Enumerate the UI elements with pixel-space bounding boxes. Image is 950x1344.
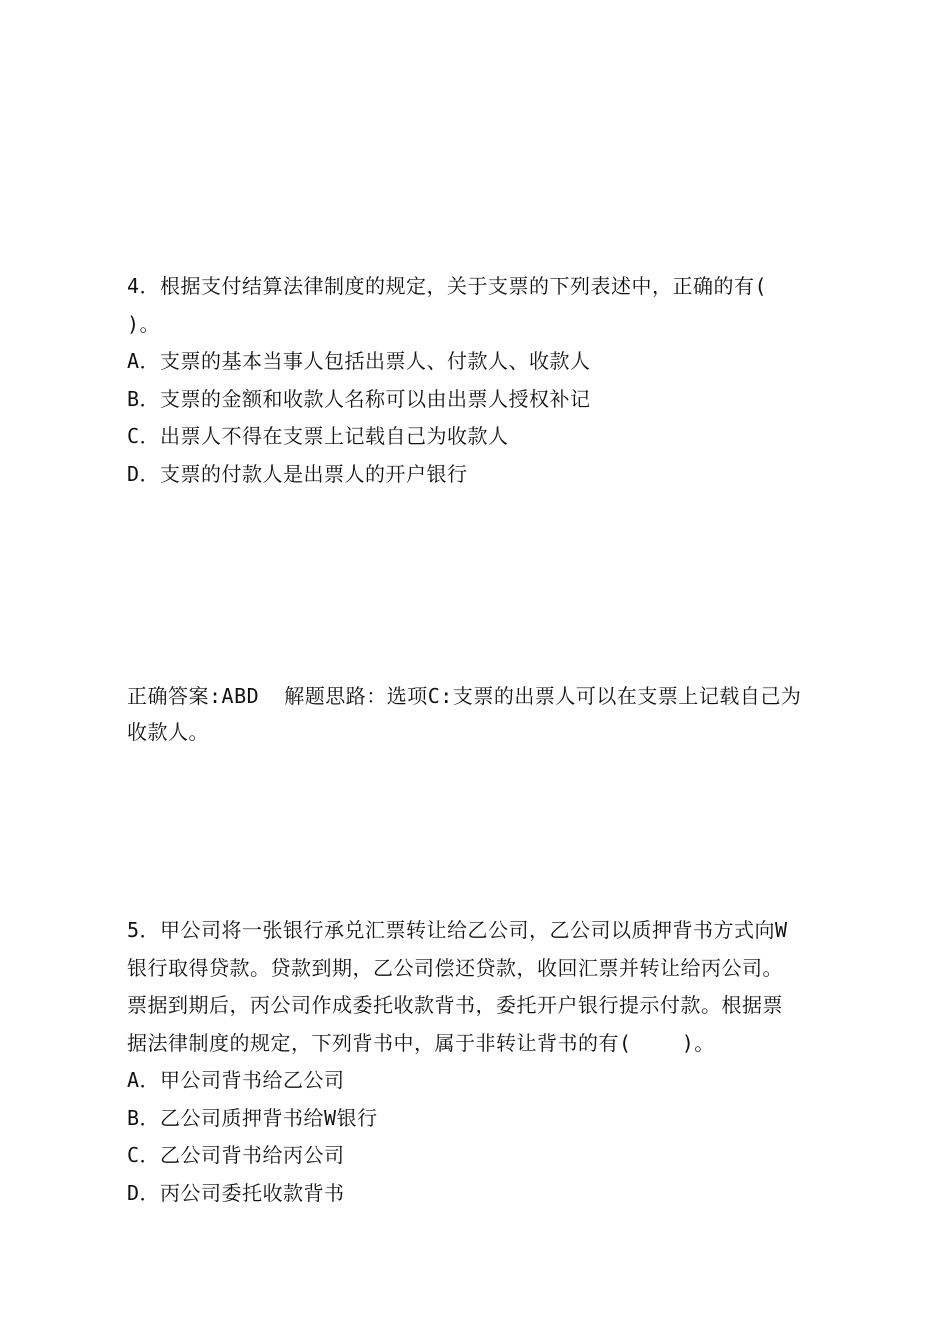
question-4-option-b: B．支票的金额和收款人名称可以由出票人授权补记 [127,386,591,411]
question-4-stem-line-1: 4．根据支付结算法律制度的规定，关于支票的下列表述中，正确的有( [127,274,768,298]
question-4-stem-line-2: )。 [127,311,161,336]
question-4-option-d: D．支票的付款人是出票人的开户银行 [127,461,468,486]
question-5-stem-line-2: 银行取得贷款。贷款到期，乙公司偿还贷款，收回汇票并转让给丙公司。 [127,955,783,980]
question-5-stem-line-1: 5．甲公司将一张银行承兑汇票转让给乙公司，乙公司以质押背书方式向W [127,918,788,942]
question-4-option-c: C．出票人不得在支票上记载自己为收款人 [127,424,509,448]
question-4 [127,272,843,497]
question-5-stem-line-3: 票据到期后，丙公司作成委托收款背书，委托开户银行提示付款。根据票 [127,993,783,1017]
question-5 [127,916,843,1216]
answer-4-line-1: 正确答案:ABD 解题思路：选项C:支票的出票人可以在支票上记载自己为 [127,684,802,708]
question-5-option-a: A．甲公司背书给乙公司 [127,1068,345,1092]
answer-4 [127,682,843,754]
question-5-stem-line-4: 据法律制度的规定，下列背书中，属于非转让背书的有( )。 [127,1030,715,1055]
answer-4-line-2: 收款人。 [127,720,209,744]
question-5-option-d: D．丙公司委托收款背书 [127,1180,345,1205]
question-5-option-b: B．乙公司质押背书给W银行 [127,1105,378,1130]
question-5-option-c: C．乙公司背书给丙公司 [127,1143,345,1167]
question-4-option-a: A．支票的基本当事人包括出票人、付款人、收款人 [127,349,591,373]
